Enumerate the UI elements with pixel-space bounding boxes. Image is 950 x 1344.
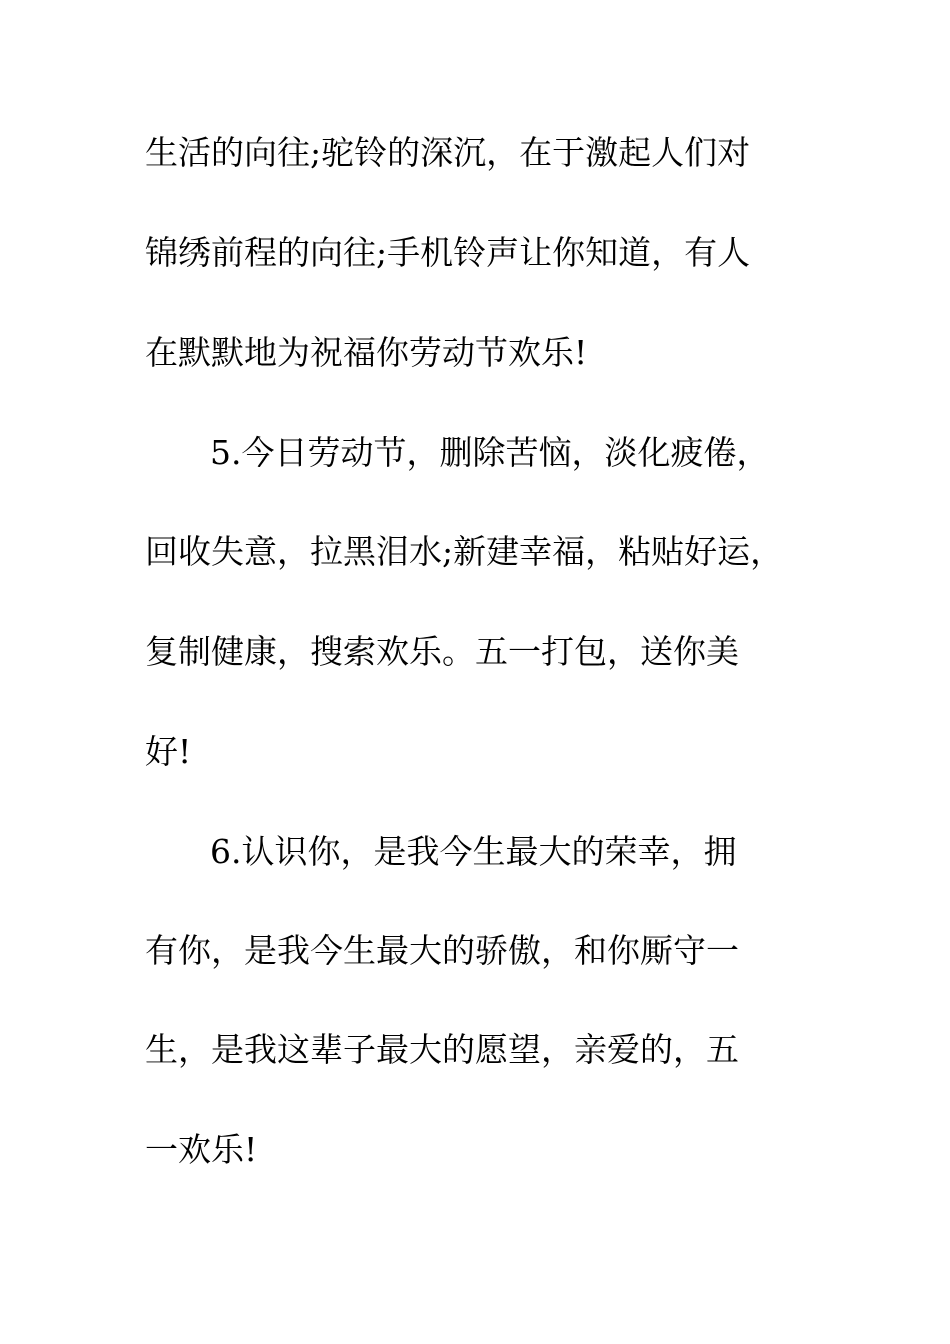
text-line: 回收失意，拉黑泪水;新建幸福，粘贴好运， — [145, 532, 784, 571]
text-line: 在默默地为祝福你劳动节欢乐! — [145, 333, 588, 372]
text-line: 有你，是我今生最大的骄傲，和你厮守一 — [145, 931, 739, 970]
text-line: 好! — [145, 732, 192, 771]
paragraph-start-line: 6.认识你，是我今生最大的荣幸，拥 — [210, 832, 737, 871]
paragraph-start-line: 5.今日劳动节，删除苦恼，淡化疲倦， — [210, 433, 770, 472]
text-line: 一欢乐! — [145, 1130, 258, 1169]
text-line: 生，是我这辈子最大的愿望，亲爱的，五 — [145, 1030, 739, 1069]
text-line: 生活的向往;驼铃的深沉，在于激起人们对 — [145, 133, 751, 172]
text-line: 锦绣前程的向往;手机铃声让你知道，有人 — [145, 233, 751, 272]
text-line: 复制健康，搜索欢乐。五一打包，送你美 — [145, 632, 739, 671]
